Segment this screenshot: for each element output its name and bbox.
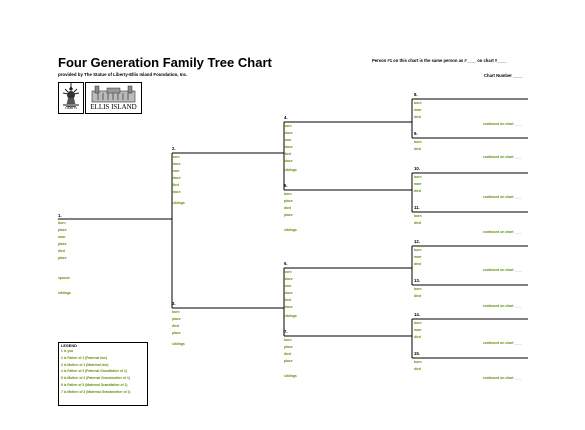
legend-row: 5 is Mother of 2 (Paternal Grandmother of 1) xyxy=(61,376,130,381)
field-died: died xyxy=(414,147,421,151)
field-place: place xyxy=(172,176,181,180)
legend-title: LEGEND xyxy=(61,344,77,348)
field-marr: marr xyxy=(284,138,292,142)
person-10-fields xyxy=(414,174,422,195)
person-2-number: 2. xyxy=(172,146,176,151)
field-died: died xyxy=(284,298,291,302)
person-11-fields xyxy=(414,213,422,227)
field-died: died xyxy=(414,115,421,119)
field-place: place xyxy=(58,242,67,246)
person-15-fields xyxy=(414,359,422,373)
field-place: place xyxy=(284,159,293,163)
field-born: born xyxy=(58,221,66,225)
field-born: born xyxy=(414,321,422,325)
person-1-siblings: siblings xyxy=(58,291,71,295)
field-died: died xyxy=(284,206,291,210)
field-place: place xyxy=(284,305,293,309)
field-place: place xyxy=(172,190,181,194)
person-5-fields xyxy=(284,191,293,219)
field-died: died xyxy=(414,367,421,371)
person-14-fields xyxy=(414,320,422,341)
continued-on-chart-15: continued on chart ____ xyxy=(483,376,523,380)
field-marr: marr xyxy=(58,235,66,239)
field-marr: marr xyxy=(284,284,292,288)
legend-row: 3 is Mother of 1 (Maternal line) xyxy=(61,362,109,367)
field-place: place xyxy=(58,256,67,260)
field-place: place xyxy=(284,345,293,349)
continued-on-chart-12: continued on chart ____ xyxy=(483,268,523,272)
person-8-fields xyxy=(414,100,422,121)
person-3-fields xyxy=(172,309,181,337)
legend-row: 4 is Father of 2 (Paternal Grandfather of 1) xyxy=(61,369,127,374)
field-born: born xyxy=(172,310,180,314)
field-died: died xyxy=(414,262,421,266)
field-place: place xyxy=(284,277,293,281)
legend-box xyxy=(58,342,148,406)
person-5-number: 5. xyxy=(284,183,288,188)
person-3-number: 3. xyxy=(172,301,176,306)
person-12-number: 12. xyxy=(414,239,420,244)
legend-row: 2 is Father of 1 (Paternal line) xyxy=(61,355,107,360)
field-died: died xyxy=(414,189,421,193)
legend-row: 1 is you xyxy=(61,349,74,353)
field-marr: marr xyxy=(414,328,422,332)
continued-on-chart-14: continued on chart ____ xyxy=(483,341,523,345)
person-1-fields xyxy=(58,220,67,262)
person-7-siblings: siblings xyxy=(284,374,297,378)
person-11-number: 11. xyxy=(414,205,420,210)
continued-on-chart-13: continued on chart ____ xyxy=(483,304,523,308)
field-born: born xyxy=(414,214,422,218)
person-7-fields xyxy=(284,337,293,365)
person-4-siblings: siblings xyxy=(284,168,297,172)
person-1-spouse: spouse xyxy=(58,276,70,280)
field-place: place xyxy=(284,359,293,363)
continued-on-chart-10: continued on chart ____ xyxy=(483,195,523,199)
person-7-number: 7. xyxy=(284,329,288,334)
continued-on-chart-9: continued on chart ____ xyxy=(483,155,523,159)
field-died: died xyxy=(414,221,421,225)
page-title: Four Generation Family Tree Chart xyxy=(58,55,272,70)
person-4-fields xyxy=(284,123,293,165)
legend-row: 6 is Father of 3 (Maternal Grandfather of 1) xyxy=(61,382,128,387)
person-4-number: 4. xyxy=(284,115,288,120)
person-3-siblings: siblings xyxy=(172,342,185,346)
person-6-fields xyxy=(284,269,293,311)
field-died: died xyxy=(414,335,421,339)
person-12-fields xyxy=(414,247,422,268)
field-died: died xyxy=(58,249,65,253)
continued-on-chart-8: continued on chart ____ xyxy=(483,122,523,126)
provided-by: provided by The Statue of Liberty-Ellis Island Foundation, Inc. xyxy=(58,72,188,77)
field-born: born xyxy=(414,140,422,144)
legend-row: 7 is Mother of 3 (Maternal Grandmother of 1) xyxy=(61,389,131,394)
field-place: place xyxy=(284,145,293,149)
field-marr: marr xyxy=(172,169,180,173)
person-10-number: 10. xyxy=(414,166,420,171)
person-14-number: 14. xyxy=(414,312,420,317)
person-6-siblings: siblings xyxy=(284,314,297,318)
field-place: place xyxy=(58,228,67,232)
field-died: died xyxy=(172,183,179,187)
field-died: died xyxy=(284,352,291,356)
field-marr: marr xyxy=(414,108,422,112)
field-born: born xyxy=(172,155,180,159)
field-born: born xyxy=(284,192,292,196)
field-marr: marr xyxy=(414,255,422,259)
person-2-siblings: siblings xyxy=(172,201,185,205)
person-9-fields xyxy=(414,139,422,153)
field-place: place xyxy=(284,213,293,217)
field-born: born xyxy=(414,360,422,364)
person-2-fields xyxy=(172,154,181,196)
field-born: born xyxy=(414,175,422,179)
field-born: born xyxy=(284,124,292,128)
chart-number: Chart Number ____ xyxy=(484,73,523,78)
field-died: died xyxy=(284,152,291,156)
liberty-logo-text: LIBERTY xyxy=(64,106,78,110)
field-born: born xyxy=(414,287,422,291)
field-died: died xyxy=(414,294,421,298)
person-9-number: 9. xyxy=(414,131,418,136)
field-place: place xyxy=(172,317,181,321)
ellis-island-logo-text: ELLIS ISLAND xyxy=(90,103,137,111)
field-marr: marr xyxy=(414,182,422,186)
field-died: died xyxy=(172,324,179,328)
person-13-fields xyxy=(414,286,422,300)
field-place: place xyxy=(284,131,293,135)
person-15-number: 15. xyxy=(414,351,420,356)
field-born: born xyxy=(414,248,422,252)
field-place: place xyxy=(284,199,293,203)
person-8-number: 8. xyxy=(414,92,418,97)
continued-on-chart-11: continued on chart ____ xyxy=(483,230,523,234)
field-born: born xyxy=(284,338,292,342)
field-place: place xyxy=(172,331,181,335)
person-13-number: 13. xyxy=(414,278,420,283)
person-1-number: 1. xyxy=(58,213,62,218)
person-note: Person #1 on this chart is the same person as #____ on chart #____ xyxy=(372,58,507,63)
person-6-number: 6. xyxy=(284,261,288,266)
person-5-siblings: siblings xyxy=(284,228,297,232)
field-born: born xyxy=(284,270,292,274)
field-born: born xyxy=(414,101,422,105)
field-place: place xyxy=(284,291,293,295)
field-place: place xyxy=(172,162,181,166)
